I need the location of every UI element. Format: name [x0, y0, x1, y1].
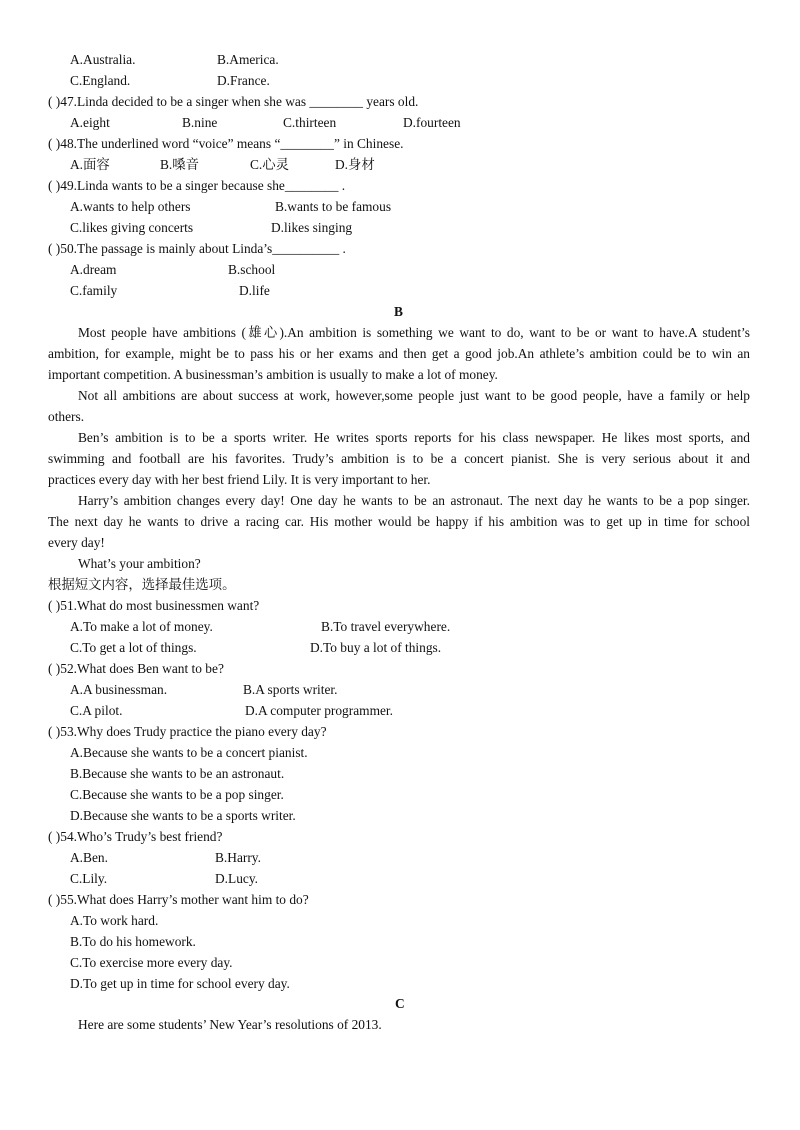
q47-option-c: C.thirteen — [283, 115, 337, 130]
q50-stem: ( )50.The passage is mainly about Linda’s__________ . — [48, 241, 346, 256]
q52-option-c: C.A pilot. — [70, 703, 123, 718]
q49-option-d: D.likes singing — [271, 220, 353, 235]
passage-b-p3-line3: practices every day with her best friend Lily. It is very important to her. — [48, 472, 431, 487]
passage-b-p2-line2: others. — [48, 409, 85, 424]
q55-option-c: C.To exercise more every day. — [70, 955, 233, 970]
q52-option-a: A.A businessman. — [70, 682, 168, 697]
passage-b-p2-line1: Not all ambitions are about success at work, however,some people just want to be good people, have a family or help — [78, 388, 750, 403]
passage-b-p3-line2: swimming and football are his favorites. Trudy’s ambition is to be a concert pianist. She is very serious about it and — [48, 451, 750, 466]
section-b-heading: B — [394, 304, 403, 319]
q50-option-b: B.school — [228, 262, 276, 277]
passage-b-p4-line1: Harry’s ambition changes every day! One day he wants to be an astronaut. The next day he wants to be a pop singer. — [78, 493, 750, 508]
passage-b-p4-line2: The next day he wants to drive a racing car. His mother would be happy if his ambition was to get up in time for school — [48, 514, 750, 529]
q54-option-a: A.Ben. — [70, 850, 108, 865]
passage-b-p1-line2: ambition, for example, might be to pass his or her exams and then get a good job.An athlete’s ambition could be to win an — [48, 346, 750, 361]
q51-option-d: D.To buy a lot of things. — [310, 640, 442, 655]
section-c-intro: Here are some students’ New Year’s resolutions of 2013. — [78, 1017, 382, 1032]
q47-stem: ( )47.Linda decided to be a singer when she was ________ years old. — [48, 94, 419, 109]
q50-option-d: D.life — [239, 283, 270, 298]
q47-option-d: D.fourteen — [403, 115, 461, 130]
q47-option-a: A.eight — [70, 115, 110, 130]
q55-option-d: D.To get up in time for school every day. — [70, 976, 290, 991]
q52-option-b: B.A sports writer. — [243, 682, 338, 697]
q46-option-b: B.America. — [217, 52, 279, 67]
q51-option-b: B.To travel everywhere. — [321, 619, 451, 634]
q53-stem: ( )53.Why does Trudy practice the piano every day? — [48, 724, 327, 739]
section-b-instruction: 根据短文内容，选择最佳选项。 — [48, 577, 236, 592]
q53-option-a: A.Because she wants to be a concert pianist. — [70, 745, 308, 760]
q51-option-c: C.To get a lot of things. — [70, 640, 197, 655]
q49-stem: ( )49.Linda wants to be a singer because she________ . — [48, 178, 346, 193]
q49-option-b: B.wants to be famous — [275, 199, 392, 214]
q46-option-a: A.Australia. — [70, 52, 136, 67]
q50-option-c: C.family — [70, 283, 118, 298]
q54-option-b: B.Harry. — [215, 850, 261, 865]
passage-b-p5: What’s your ambition? — [78, 556, 201, 571]
q46-option-d: D.France. — [217, 73, 270, 88]
q54-stem: ( )54.Who’s Trudy’s best friend? — [48, 829, 223, 844]
q47-option-b: B.nine — [182, 115, 218, 130]
passage-b-p3-line1: Ben’s ambition is to be a sports writer. He writes sports reports for his class newspaper. He likes most sports, and — [78, 430, 750, 445]
q48-option-a: A.面容 — [70, 157, 110, 172]
q51-stem: ( )51.What do most businessmen want? — [48, 598, 260, 613]
q48-option-c: C.心灵 — [250, 157, 290, 172]
q53-option-b: B.Because she wants to be an astronaut. — [70, 766, 285, 781]
q54-option-c: C.Lily. — [70, 871, 108, 886]
q53-option-c: C.Because she wants to be a pop singer. — [70, 787, 284, 802]
q55-option-b: B.To do his homework. — [70, 934, 196, 949]
q49-option-c: C.likes giving concerts — [70, 220, 194, 235]
q52-stem: ( )52.What does Ben want to be? — [48, 661, 224, 676]
q55-option-a: A.To work hard. — [70, 913, 159, 928]
q52-option-d: D.A computer programmer. — [245, 703, 394, 718]
section-c-heading: C — [395, 996, 405, 1011]
q48-option-b: B.嗓音 — [160, 157, 200, 172]
q48-option-d: D.身材 — [335, 157, 375, 172]
q50-option-a: A.dream — [70, 262, 117, 277]
q54-option-d: D.Lucy. — [215, 871, 259, 886]
q55-stem: ( )55.What does Harry’s mother want him to do? — [48, 892, 309, 907]
q49-option-a: A.wants to help others — [70, 199, 191, 214]
q53-option-d: D.Because she wants to be a sports writer. — [70, 808, 296, 823]
passage-b-p1-line3: important competition. A businessman’s ambition is usually to make a lot of money. — [48, 367, 498, 382]
q46-option-c: C.England. — [70, 73, 131, 88]
q48-stem: ( )48.The underlined word “voice” means “________” in Chinese. — [48, 136, 404, 151]
q51-option-a: A.To make a lot of money. — [70, 619, 213, 634]
passage-b-p4-line3: every day! — [48, 535, 105, 550]
passage-b-p1-line1: Most people have ambitions (雄心).An ambition is something we want to do, want to be or want to have.A student’s — [78, 325, 750, 340]
